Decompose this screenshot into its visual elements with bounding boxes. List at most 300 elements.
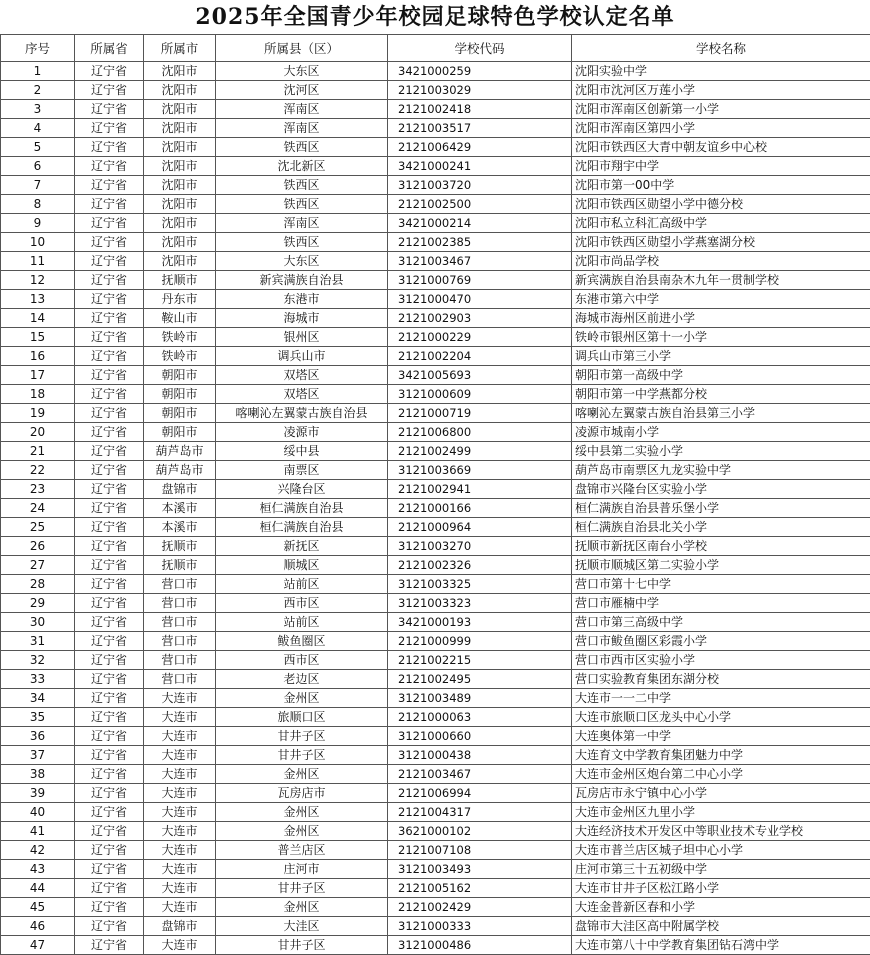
cell-school-name: 东港市第六中学 <box>572 290 870 309</box>
cell-school-code: 3121000333 <box>388 917 572 936</box>
cell-index: 43 <box>1 860 75 879</box>
cell-index: 38 <box>1 765 75 784</box>
cell-province: 辽宁省 <box>75 556 144 575</box>
table-row <box>1 347 870 366</box>
cell-province: 辽宁省 <box>75 765 144 784</box>
cell-county: 新抚区 <box>216 537 388 556</box>
cell-school-name: 大连市第八十中学教育集团钻石湾中学 <box>572 936 870 955</box>
cell-index: 39 <box>1 784 75 803</box>
table-row <box>1 784 870 803</box>
cell-school-name: 营口市第十七中学 <box>572 575 870 594</box>
cell-province: 辽宁省 <box>75 746 144 765</box>
cell-city: 大连市 <box>144 936 216 955</box>
cell-city: 抚顺市 <box>144 537 216 556</box>
cell-province: 辽宁省 <box>75 176 144 195</box>
cell-province: 辽宁省 <box>75 708 144 727</box>
cell-school-code: 2121002385 <box>388 233 572 252</box>
cell-province: 辽宁省 <box>75 613 144 632</box>
cell-school-name: 大连金普新区春和小学 <box>572 898 870 917</box>
cell-school-name: 铁岭市银州区第十一小学 <box>572 328 870 347</box>
header-index: 序号 <box>1 35 75 62</box>
cell-school-code: 2121003517 <box>388 119 572 138</box>
cell-county: 兴隆台区 <box>216 480 388 499</box>
cell-index: 32 <box>1 651 75 670</box>
cell-county: 调兵山市 <box>216 347 388 366</box>
cell-school-code: 2121002903 <box>388 309 572 328</box>
table-row <box>1 328 870 347</box>
cell-index: 41 <box>1 822 75 841</box>
cell-school-code: 3121003493 <box>388 860 572 879</box>
cell-province: 辽宁省 <box>75 784 144 803</box>
cell-county: 桓仁满族自治县 <box>216 518 388 537</box>
cell-city: 营口市 <box>144 670 216 689</box>
cell-school-name: 抚顺市新抚区南台小学校 <box>572 537 870 556</box>
cell-province: 辽宁省 <box>75 404 144 423</box>
cell-province: 辽宁省 <box>75 499 144 518</box>
table-row <box>1 917 870 936</box>
cell-school-name: 大连市甘井子区松江路小学 <box>572 879 870 898</box>
cell-school-name: 大连市一一二中学 <box>572 689 870 708</box>
cell-school-name: 沈阳市浑南区第四小学 <box>572 119 870 138</box>
cell-school-code: 2121000964 <box>388 518 572 537</box>
table-row <box>1 176 870 195</box>
table-row <box>1 936 870 955</box>
table-row <box>1 556 870 575</box>
cell-province: 辽宁省 <box>75 632 144 651</box>
cell-index: 47 <box>1 936 75 955</box>
cell-school-name: 营口市雁楠中学 <box>572 594 870 613</box>
cell-province: 辽宁省 <box>75 518 144 537</box>
cell-county: 绥中县 <box>216 442 388 461</box>
cell-school-code: 3121003720 <box>388 176 572 195</box>
table-row <box>1 841 870 860</box>
cell-county: 站前区 <box>216 575 388 594</box>
cell-index: 33 <box>1 670 75 689</box>
cell-city: 抚顺市 <box>144 556 216 575</box>
cell-index: 23 <box>1 480 75 499</box>
cell-index: 30 <box>1 613 75 632</box>
cell-county: 浑南区 <box>216 100 388 119</box>
cell-school-code: 2121002418 <box>388 100 572 119</box>
cell-city: 大连市 <box>144 765 216 784</box>
cell-county: 金州区 <box>216 822 388 841</box>
cell-school-name: 大连市金州区炮台第二中心小学 <box>572 765 870 784</box>
cell-index: 44 <box>1 879 75 898</box>
cell-school-name: 大连市旅顺口区龙头中心小学 <box>572 708 870 727</box>
cell-school-name: 营口实验教育集团东湖分校 <box>572 670 870 689</box>
cell-index: 19 <box>1 404 75 423</box>
cell-school-code: 3121003467 <box>388 252 572 271</box>
cell-city: 大连市 <box>144 879 216 898</box>
cell-index: 17 <box>1 366 75 385</box>
cell-city: 沈阳市 <box>144 138 216 157</box>
cell-county: 喀喇沁左翼蒙古族自治县 <box>216 404 388 423</box>
cell-county: 金州区 <box>216 803 388 822</box>
cell-county: 瓦房店市 <box>216 784 388 803</box>
cell-school-name: 沈阳市铁西区大青中朝友谊乡中心校 <box>572 138 870 157</box>
cell-county: 浑南区 <box>216 119 388 138</box>
cell-city: 大连市 <box>144 689 216 708</box>
cell-county: 沈北新区 <box>216 157 388 176</box>
table-row <box>1 879 870 898</box>
cell-school-code: 2121000166 <box>388 499 572 518</box>
cell-city: 铁岭市 <box>144 347 216 366</box>
header-city: 所属市 <box>144 35 216 62</box>
cell-index: 4 <box>1 119 75 138</box>
table-row <box>1 518 870 537</box>
cell-school-code: 2121006800 <box>388 423 572 442</box>
cell-city: 大连市 <box>144 860 216 879</box>
cell-school-code: 3121000486 <box>388 936 572 955</box>
cell-school-name: 瓦房店市永宁镇中心小学 <box>572 784 870 803</box>
cell-school-code: 2121002204 <box>388 347 572 366</box>
cell-index: 46 <box>1 917 75 936</box>
cell-county: 沈河区 <box>216 81 388 100</box>
cell-province: 辽宁省 <box>75 366 144 385</box>
cell-province: 辽宁省 <box>75 119 144 138</box>
table-row <box>1 366 870 385</box>
cell-city: 沈阳市 <box>144 252 216 271</box>
cell-province: 辽宁省 <box>75 841 144 860</box>
cell-county: 东港市 <box>216 290 388 309</box>
cell-index: 13 <box>1 290 75 309</box>
cell-school-name: 沈阳市私立科汇高级中学 <box>572 214 870 233</box>
cell-province: 辽宁省 <box>75 347 144 366</box>
cell-school-name: 新宾满族自治县南杂木九年一贯制学校 <box>572 271 870 290</box>
cell-county: 铁西区 <box>216 195 388 214</box>
table-row <box>1 575 870 594</box>
cell-county: 银州区 <box>216 328 388 347</box>
cell-school-name: 朝阳市第一中学燕都分校 <box>572 385 870 404</box>
cell-school-name: 沈阳市翔宇中学 <box>572 157 870 176</box>
cell-city: 营口市 <box>144 613 216 632</box>
cell-school-code: 2121006994 <box>388 784 572 803</box>
cell-school-code: 2121002941 <box>388 480 572 499</box>
table-row <box>1 157 870 176</box>
table-row <box>1 727 870 746</box>
cell-index: 2 <box>1 81 75 100</box>
cell-city: 葫芦岛市 <box>144 461 216 480</box>
cell-province: 辽宁省 <box>75 651 144 670</box>
cell-city: 朝阳市 <box>144 366 216 385</box>
cell-school-name: 盘锦市大洼区高中附属学校 <box>572 917 870 936</box>
cell-school-code: 2121002429 <box>388 898 572 917</box>
cell-school-code: 3421000259 <box>388 62 572 81</box>
cell-school-name: 大连市普兰店区城子坦中心小学 <box>572 841 870 860</box>
cell-school-code: 3121000438 <box>388 746 572 765</box>
cell-county: 甘井子区 <box>216 879 388 898</box>
cell-school-code: 3621000102 <box>388 822 572 841</box>
cell-county: 西市区 <box>216 594 388 613</box>
cell-index: 16 <box>1 347 75 366</box>
cell-province: 辽宁省 <box>75 898 144 917</box>
cell-province: 辽宁省 <box>75 822 144 841</box>
header-county: 所属县（区） <box>216 35 388 62</box>
cell-city: 大连市 <box>144 841 216 860</box>
table-row <box>1 233 870 252</box>
table-row <box>1 309 870 328</box>
cell-index: 34 <box>1 689 75 708</box>
cell-school-name: 沈阳实验中学 <box>572 62 870 81</box>
cell-city: 盘锦市 <box>144 917 216 936</box>
header-school-name: 学校名称 <box>572 35 870 62</box>
cell-city: 沈阳市 <box>144 176 216 195</box>
cell-county: 鲅鱼圈区 <box>216 632 388 651</box>
cell-index: 35 <box>1 708 75 727</box>
table-row <box>1 214 870 233</box>
cell-county: 双塔区 <box>216 385 388 404</box>
cell-index: 24 <box>1 499 75 518</box>
cell-school-name: 营口市鲅鱼圈区彩霞小学 <box>572 632 870 651</box>
cell-school-code: 2121002215 <box>388 651 572 670</box>
cell-school-name: 营口市西市区实验小学 <box>572 651 870 670</box>
cell-school-code: 3121003669 <box>388 461 572 480</box>
cell-province: 辽宁省 <box>75 860 144 879</box>
cell-province: 辽宁省 <box>75 575 144 594</box>
cell-school-code: 2121002499 <box>388 442 572 461</box>
table-row <box>1 613 870 632</box>
cell-city: 沈阳市 <box>144 119 216 138</box>
cell-school-code: 2121002326 <box>388 556 572 575</box>
cell-province: 辽宁省 <box>75 62 144 81</box>
table-row <box>1 708 870 727</box>
cell-county: 甘井子区 <box>216 746 388 765</box>
cell-school-code: 2121002500 <box>388 195 572 214</box>
table-row <box>1 898 870 917</box>
cell-province: 辽宁省 <box>75 233 144 252</box>
cell-index: 9 <box>1 214 75 233</box>
cell-city: 本溪市 <box>144 499 216 518</box>
cell-school-name: 庄河市第三十五初级中学 <box>572 860 870 879</box>
cell-index: 22 <box>1 461 75 480</box>
cell-index: 27 <box>1 556 75 575</box>
cell-school-name: 凌源市城南小学 <box>572 423 870 442</box>
cell-school-name: 抚顺市顺城区第二实验小学 <box>572 556 870 575</box>
cell-index: 36 <box>1 727 75 746</box>
cell-city: 沈阳市 <box>144 233 216 252</box>
cell-index: 20 <box>1 423 75 442</box>
cell-index: 12 <box>1 271 75 290</box>
cell-school-code: 3121000660 <box>388 727 572 746</box>
cell-school-code: 2121000063 <box>388 708 572 727</box>
cell-school-code: 3421000214 <box>388 214 572 233</box>
cell-city: 本溪市 <box>144 518 216 537</box>
cell-province: 辽宁省 <box>75 727 144 746</box>
cell-index: 21 <box>1 442 75 461</box>
cell-school-code: 3121000769 <box>388 271 572 290</box>
table-row <box>1 81 870 100</box>
table-row <box>1 271 870 290</box>
cell-county: 浑南区 <box>216 214 388 233</box>
header-school-code: 学校代码 <box>388 35 572 62</box>
cell-county: 庄河市 <box>216 860 388 879</box>
cell-school-name: 朝阳市第一高级中学 <box>572 366 870 385</box>
cell-city: 大连市 <box>144 784 216 803</box>
cell-province: 辽宁省 <box>75 936 144 955</box>
cell-school-code: 3121003489 <box>388 689 572 708</box>
cell-county: 铁西区 <box>216 233 388 252</box>
cell-province: 辽宁省 <box>75 537 144 556</box>
cell-city: 朝阳市 <box>144 423 216 442</box>
cell-county: 凌源市 <box>216 423 388 442</box>
cell-county: 顺城区 <box>216 556 388 575</box>
cell-city: 营口市 <box>144 632 216 651</box>
cell-city: 大连市 <box>144 898 216 917</box>
table-header-row <box>1 35 870 62</box>
table-row <box>1 499 870 518</box>
cell-index: 25 <box>1 518 75 537</box>
table-row <box>1 252 870 271</box>
cell-city: 沈阳市 <box>144 81 216 100</box>
cell-index: 45 <box>1 898 75 917</box>
cell-school-name: 沈阳市浑南区创新第一小学 <box>572 100 870 119</box>
cell-school-code: 2121000999 <box>388 632 572 651</box>
table-row <box>1 385 870 404</box>
cell-province: 辽宁省 <box>75 385 144 404</box>
cell-province: 辽宁省 <box>75 689 144 708</box>
cell-school-name: 盘锦市兴隆台区实验小学 <box>572 480 870 499</box>
table-row <box>1 860 870 879</box>
cell-city: 抚顺市 <box>144 271 216 290</box>
cell-county: 铁西区 <box>216 176 388 195</box>
cell-province: 辽宁省 <box>75 328 144 347</box>
cell-province: 辽宁省 <box>75 81 144 100</box>
cell-city: 沈阳市 <box>144 157 216 176</box>
cell-school-name: 大连经济技术开发区中等职业技术专业学校 <box>572 822 870 841</box>
cell-city: 营口市 <box>144 594 216 613</box>
cell-county: 南票区 <box>216 461 388 480</box>
cell-county: 大洼区 <box>216 917 388 936</box>
cell-index: 26 <box>1 537 75 556</box>
cell-school-code: 3421000193 <box>388 613 572 632</box>
table-row <box>1 195 870 214</box>
cell-county: 普兰店区 <box>216 841 388 860</box>
cell-school-name: 桓仁满族自治县普乐堡小学 <box>572 499 870 518</box>
cell-school-code: 2121003467 <box>388 765 572 784</box>
cell-province: 辽宁省 <box>75 480 144 499</box>
cell-county: 甘井子区 <box>216 936 388 955</box>
cell-county: 老边区 <box>216 670 388 689</box>
cell-county: 西市区 <box>216 651 388 670</box>
cell-school-code: 3121003270 <box>388 537 572 556</box>
cell-city: 丹东市 <box>144 290 216 309</box>
cell-province: 辽宁省 <box>75 803 144 822</box>
cell-province: 辽宁省 <box>75 461 144 480</box>
table-body <box>1 62 870 955</box>
cell-school-name: 喀喇沁左翼蒙古族自治县第三小学 <box>572 404 870 423</box>
cell-school-name: 调兵山市第三小学 <box>572 347 870 366</box>
table-row <box>1 594 870 613</box>
table-row <box>1 423 870 442</box>
cell-school-code: 3121000470 <box>388 290 572 309</box>
cell-index: 18 <box>1 385 75 404</box>
table-row <box>1 765 870 784</box>
cell-city: 大连市 <box>144 727 216 746</box>
cell-city: 大连市 <box>144 708 216 727</box>
document-title: 2025年全国青少年校园足球特色学校认定名单 <box>0 0 870 34</box>
table-row <box>1 461 870 480</box>
cell-city: 沈阳市 <box>144 62 216 81</box>
header-province: 所属省 <box>75 35 144 62</box>
table-row <box>1 62 870 81</box>
cell-index: 3 <box>1 100 75 119</box>
cell-city: 沈阳市 <box>144 100 216 119</box>
table-row <box>1 651 870 670</box>
school-list-table <box>0 34 870 955</box>
cell-school-name: 桓仁满族自治县北关小学 <box>572 518 870 537</box>
cell-index: 7 <box>1 176 75 195</box>
cell-city: 大连市 <box>144 746 216 765</box>
cell-province: 辽宁省 <box>75 252 144 271</box>
cell-county: 旅顺口区 <box>216 708 388 727</box>
cell-index: 37 <box>1 746 75 765</box>
cell-province: 辽宁省 <box>75 879 144 898</box>
cell-school-name: 绥中县第二实验小学 <box>572 442 870 461</box>
cell-county: 站前区 <box>216 613 388 632</box>
table-row <box>1 670 870 689</box>
cell-index: 8 <box>1 195 75 214</box>
cell-province: 辽宁省 <box>75 157 144 176</box>
cell-province: 辽宁省 <box>75 917 144 936</box>
table-row <box>1 822 870 841</box>
table-row <box>1 746 870 765</box>
cell-index: 42 <box>1 841 75 860</box>
cell-school-code: 3121000609 <box>388 385 572 404</box>
cell-city: 沈阳市 <box>144 195 216 214</box>
cell-index: 28 <box>1 575 75 594</box>
cell-province: 辽宁省 <box>75 138 144 157</box>
cell-province: 辽宁省 <box>75 309 144 328</box>
cell-school-code: 2121006429 <box>388 138 572 157</box>
cell-school-name: 沈阳市尚品学校 <box>572 252 870 271</box>
cell-city: 大连市 <box>144 822 216 841</box>
cell-school-name: 沈阳市铁西区勋望小学中德分校 <box>572 195 870 214</box>
cell-city: 鞍山市 <box>144 309 216 328</box>
table-row <box>1 689 870 708</box>
cell-province: 辽宁省 <box>75 594 144 613</box>
cell-index: 6 <box>1 157 75 176</box>
cell-province: 辽宁省 <box>75 670 144 689</box>
cell-school-code: 3121003323 <box>388 594 572 613</box>
cell-index: 1 <box>1 62 75 81</box>
cell-county: 金州区 <box>216 898 388 917</box>
cell-province: 辽宁省 <box>75 195 144 214</box>
cell-school-code: 2121005162 <box>388 879 572 898</box>
cell-province: 辽宁省 <box>75 271 144 290</box>
cell-school-name: 大连奥体第一中学 <box>572 727 870 746</box>
cell-city: 葫芦岛市 <box>144 442 216 461</box>
table-row <box>1 632 870 651</box>
cell-school-name: 沈阳市沈河区万莲小学 <box>572 81 870 100</box>
table-row <box>1 404 870 423</box>
cell-county: 双塔区 <box>216 366 388 385</box>
cell-county: 金州区 <box>216 689 388 708</box>
cell-school-name: 大连市金州区九里小学 <box>572 803 870 822</box>
table-row <box>1 119 870 138</box>
table-row <box>1 138 870 157</box>
cell-school-code: 3421000241 <box>388 157 572 176</box>
cell-index: 11 <box>1 252 75 271</box>
cell-county: 海城市 <box>216 309 388 328</box>
cell-city: 营口市 <box>144 575 216 594</box>
cell-school-name: 沈阳市铁西区勋望小学燕塞湖分校 <box>572 233 870 252</box>
cell-county: 大东区 <box>216 62 388 81</box>
cell-school-code: 2121003029 <box>388 81 572 100</box>
cell-school-code: 2121000719 <box>388 404 572 423</box>
cell-school-code: 2121002495 <box>388 670 572 689</box>
cell-school-name: 沈阳市第一00中学 <box>572 176 870 195</box>
cell-index: 5 <box>1 138 75 157</box>
